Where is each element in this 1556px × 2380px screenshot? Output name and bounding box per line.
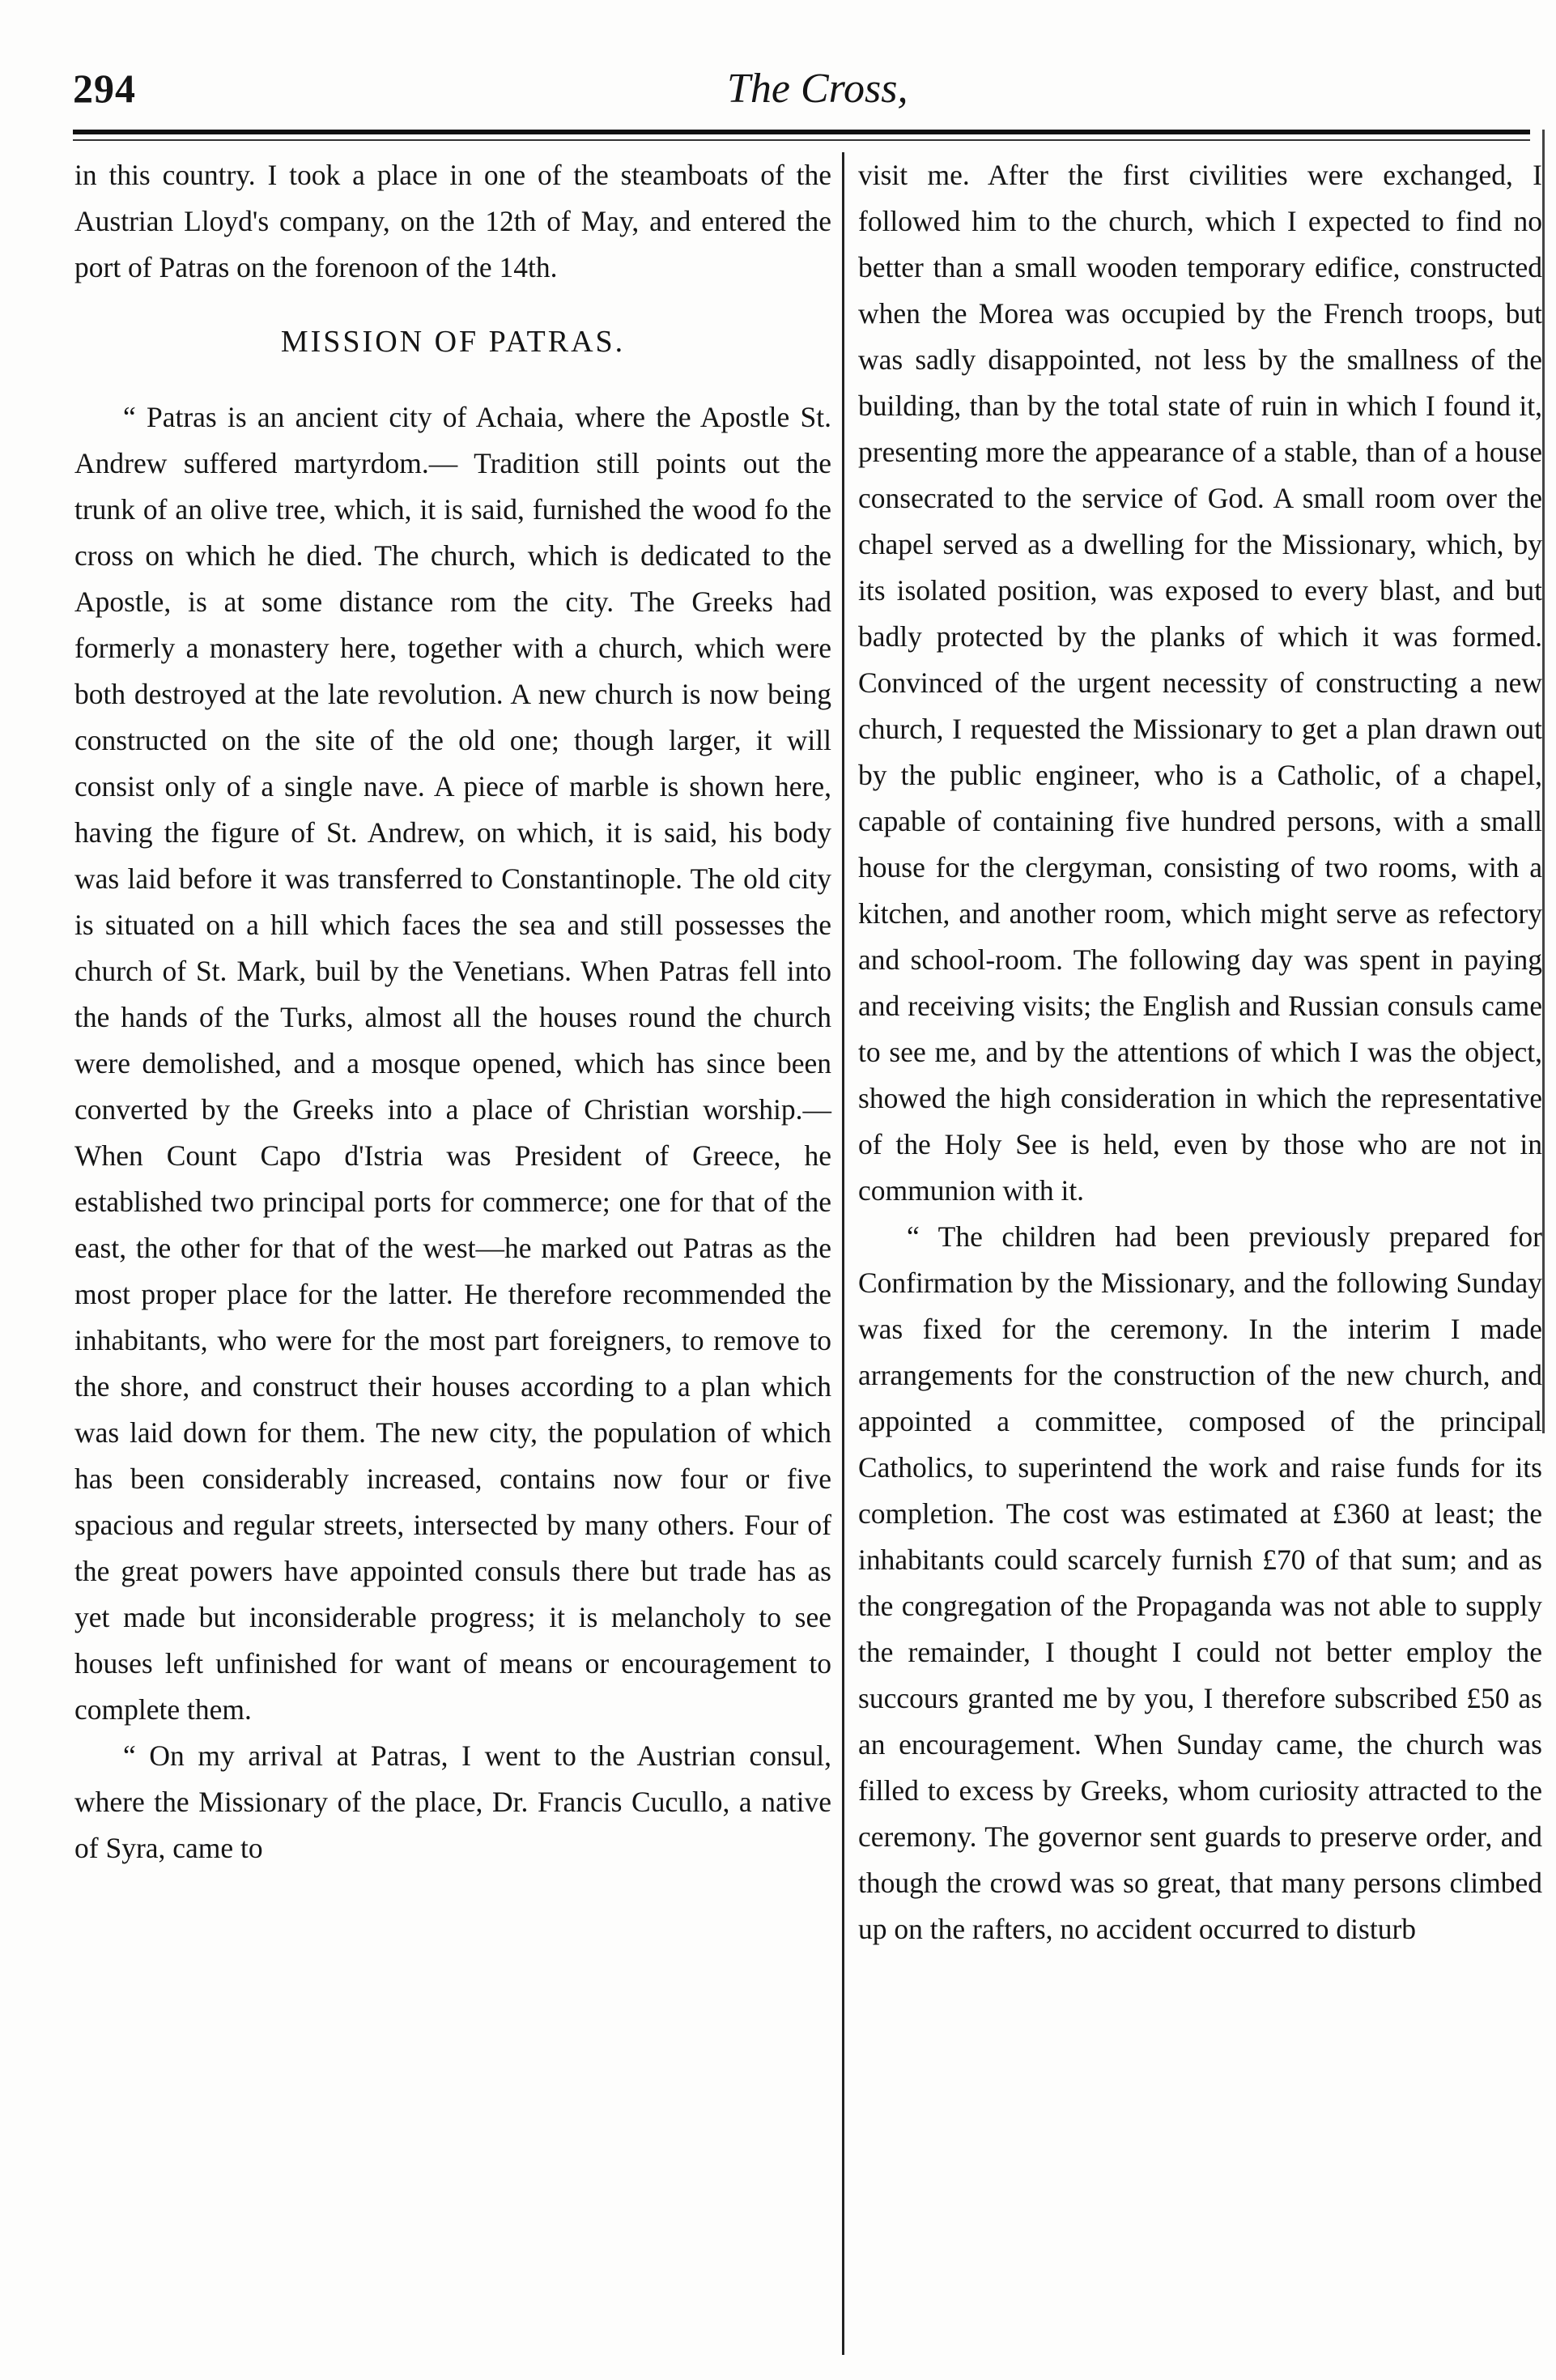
left-column bbox=[74, 152, 831, 1871]
paragraph-patras: “ Patras is an ancient city of Achaia, where the Apostle St. Andrew suffered martyrdom.— Tradition still points out the trunk of an olive tree, which, it is said, furnished the wood fo the cross on which he died. The church, which is dedicated to the Apostle, is at some distance rom the city. The Greeks had formerly a monastery here, together with a church, which were both destroyed at the late revolution. A new church is now being constructed on the site of the old one; though larger, it will consist only of a single nave. A piece of marble is shown here, having the figure of St. Andrew, on which, it is said, his body was laid before it was transferred to Constantinople. The old city is situated on a hill which faces the sea and still possesses the church of St. Mark, buil by the Venetians. When Patras fell into the hands of the Turks, almost all the houses round the church were demolished, and a mosque opened, which has since been converted by the Greeks into a place of Christian worship.— When Count Capo d'Istria was President of Greece, he established two principal ports for commerce; one for that of the east, the other for that of the west—he marked out Patras as the most proper place for the latter. He therefore recommended the inhabitants, who were for the most part foreigners, to remove to the shore, and construct their houses according to a plan which was laid down for them. The new city, the population of which has been considerably increased, contains now four or five spacious and regular streets, intersected by many others. Four of the great powers have appointed consuls there but trade has as yet made but inconsiderable progress; it is melancholy to see houses left unfinished for want of means or encouragement to complete them. bbox=[74, 401, 831, 1726]
right-edge-rule bbox=[1542, 130, 1545, 1433]
running-title: The Cross, bbox=[727, 66, 908, 112]
header-rule-thin bbox=[73, 139, 1530, 141]
page-number: 294 bbox=[73, 66, 136, 111]
paragraph-visit: visit me. After the first civilities were exchanged, I followed him to the church, which I expected to find no better than a small wooden temporary edifice, constructed when the Morea was occupied by the French troops, but was sadly disappointed, not less by the smallness of the building, than by the total state of ruin in which I found it, presenting more the appearance of a stable, than of a house consecrated to the service of God. A small room over the chapel served as a dwelling for the Missionary, which, by its isolated position, was exposed to every blast, and but badly protected by the planks of which it was formed. Convinced of the urgent necessity of constructing a new church, I requested the Missionary to get a plan drawn out by the public engineer, who is a Catholic, of a chapel, capable of containing five hundred persons, with a small house for the clergyman, consisting of two rooms, with a kitchen, and another room, which might serve as refectory and school-room. The following day was spent in paying and receiving visits; the English and Russian consuls came to see me, and by the attentions of which I was the object, showed the high consideration in which the representative of the Holy See is held, even by those who are not in communion with it. bbox=[858, 159, 1542, 1207]
header-rule bbox=[73, 130, 1530, 134]
paragraph-arrival: “ On my arrival at Patras, I went to the Austrian consul, where the Missionary of the place, Dr. Francis Cucullo, a native of Syra, came to bbox=[74, 1739, 831, 1864]
column-divider bbox=[842, 152, 844, 2355]
right-column bbox=[858, 152, 1542, 2355]
page-header bbox=[73, 65, 1530, 130]
paragraph-confirmation: “ The children had been previously prepared for Confirmation by the Missionary, and the following Sunday was fixed for the ceremony. In the interim I made arrangements for the construction of the new church, and appointed a committee, composed of the principal Catholics, to superintend the work and raise funds for its completion. The cost was estimated at £360 at least; the inhabitants could scarcely furnish £70 of that sum; and as the congregation of the Propaganda was not able to supply the remainder, I thought I could not better employ the succours granted me by you, I therefore subscribed £50 as an encouragement. When Sunday came, the church was filled to excess by Greeks, whom curiosity attracted to the ceremony. The governor sent guards to preserve order, and though the crowd was so great, that many persons climbed up on the rafters, no accident occurred to disturb bbox=[858, 1220, 1542, 1945]
paragraph-intro: in this country. I took a place in one of the steamboats of the Austrian Lloyd's company, on the 12th of May, and entered the port of Patras on the forenoon of the 14th. bbox=[74, 159, 831, 283]
section-heading: MISSION OF PATRAS. bbox=[280, 325, 626, 359]
